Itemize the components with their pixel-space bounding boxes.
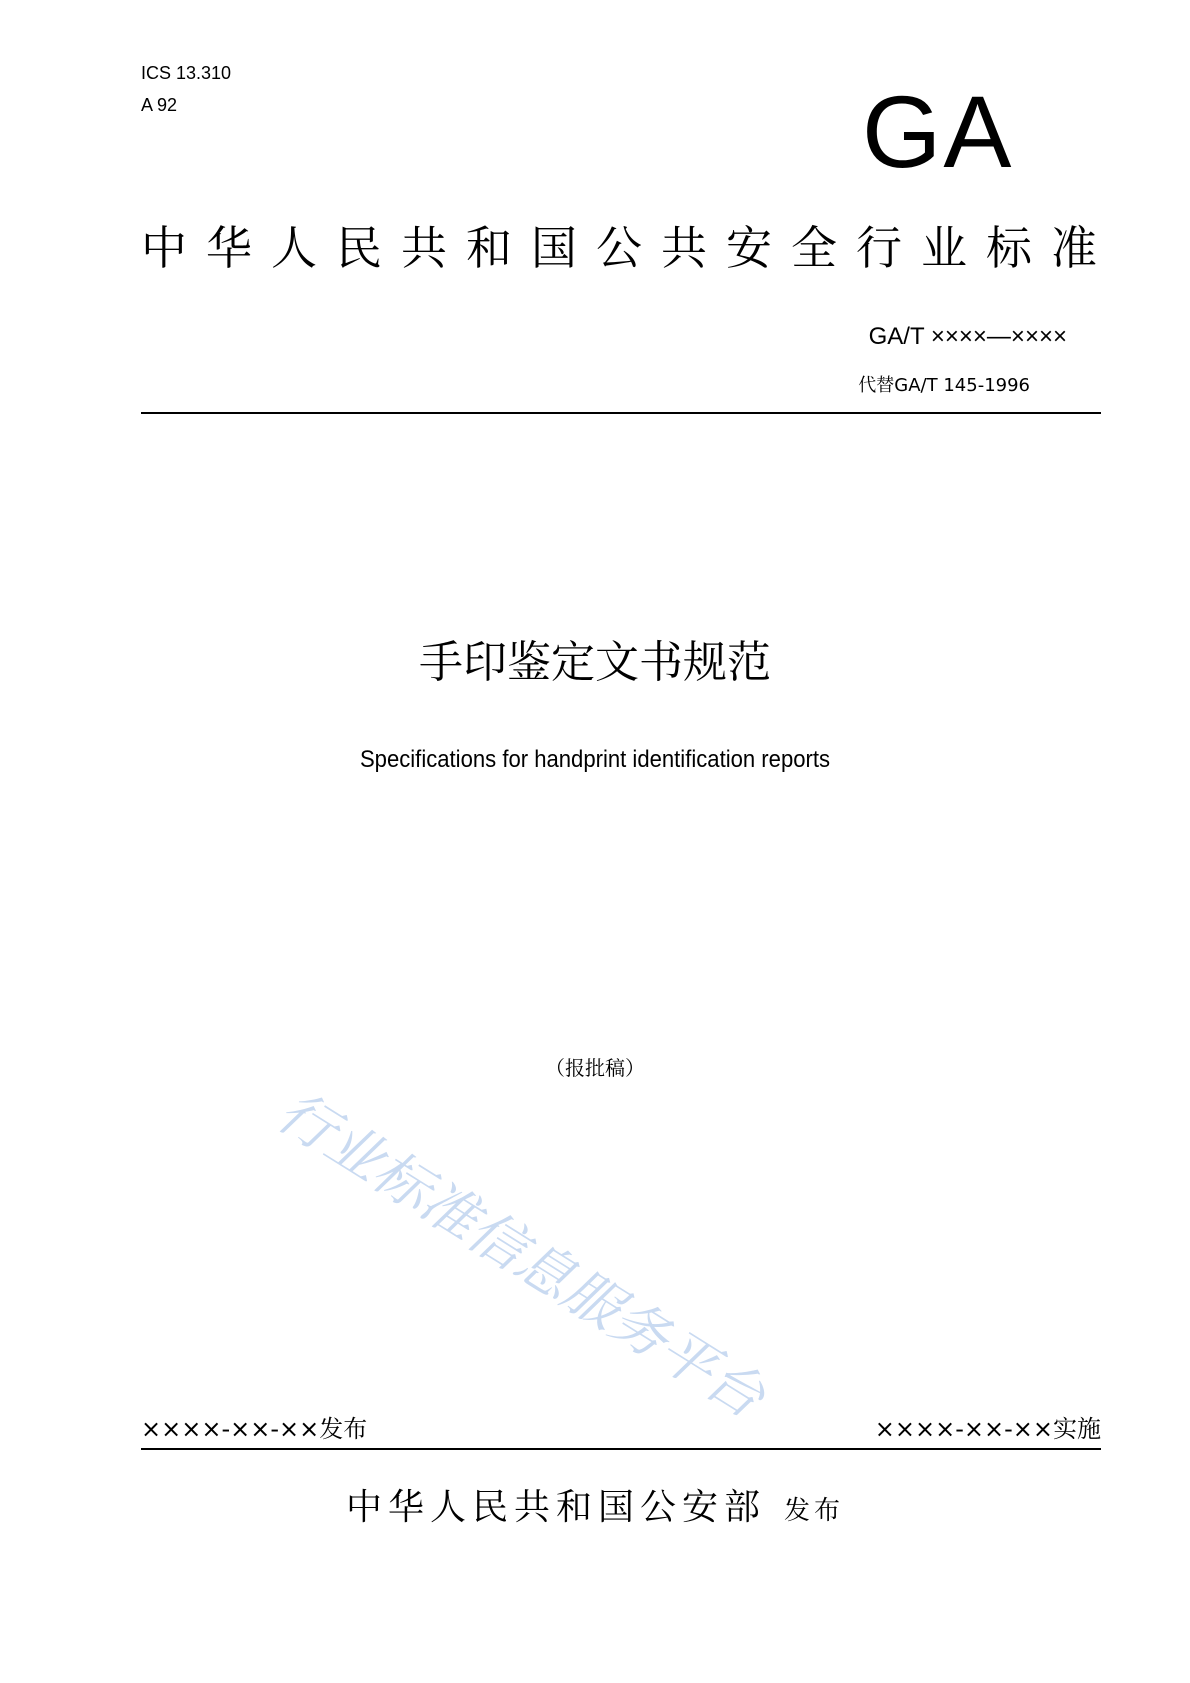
- document-title-cn: 手印鉴定文书规范: [419, 637, 771, 688]
- publisher-suffix: 发布: [784, 1496, 845, 1526]
- publish-date: ××××-××-××发布: [141, 1415, 368, 1443]
- classification-code: A 92: [141, 95, 178, 115]
- standard-number: GA/T ××××—××××: [868, 323, 1067, 350]
- watermark: 行业标准信息服务平台: [266, 1079, 776, 1432]
- footer-divider: [141, 1448, 1101, 1450]
- document-title-en: Specifications for handprint identification reports: [359, 746, 831, 773]
- draft-status: （报批稿）: [545, 1056, 645, 1080]
- ga-logo: GA: [862, 75, 1014, 189]
- publisher-name: 中华人民共和国公安部: [345, 1487, 766, 1528]
- replaces-standard: 代替GA/T 145-1996: [858, 375, 1030, 396]
- header-divider: [141, 412, 1101, 414]
- effective-date: ××××-××-××实施: [874, 1415, 1101, 1443]
- ics-code: ICS 13.310: [141, 63, 232, 83]
- publisher-line: [0, 1486, 1190, 1533]
- industry-standard-title: 中华人民共和国公共安全行业标准: [141, 221, 1116, 275]
